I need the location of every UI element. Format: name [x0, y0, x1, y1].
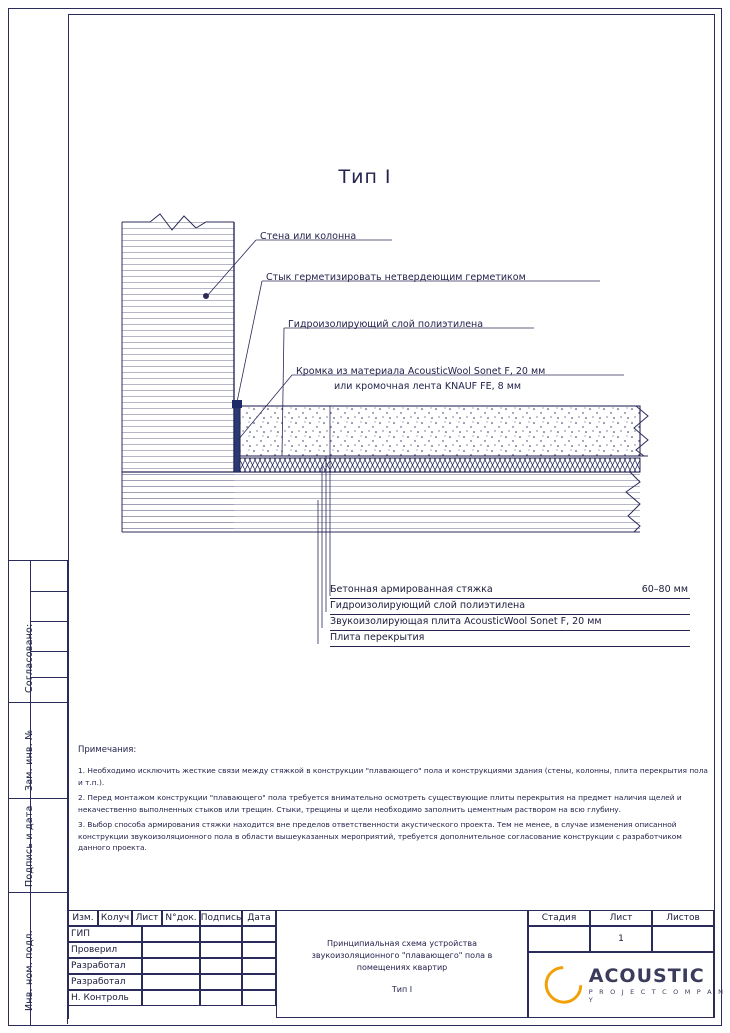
stamp-center-title-1: Принципиальная схема устройства	[327, 939, 477, 948]
legend-name: Бетонная армированная стяжка	[330, 584, 493, 595]
stamp-header-list2: Лист	[590, 910, 652, 926]
legend-row	[330, 615, 690, 631]
stamp-header-list: Лист	[132, 910, 162, 926]
notes-title: Примечания:	[78, 745, 137, 755]
stamp-role-nkontrol: Н. Контроль	[68, 990, 142, 1006]
left-side-strip	[8, 560, 68, 1024]
side-cell-zam-inv	[8, 702, 68, 798]
stamp-sign-cell	[142, 942, 200, 958]
side-cell-inv-nom	[8, 892, 68, 1024]
legend-name: Плита перекрытия	[330, 632, 425, 643]
stamp-podpis-cell	[200, 974, 242, 990]
drawing-title: Тип I	[338, 166, 392, 188]
stamp-podpis-cell	[200, 990, 242, 1006]
stamp-center-subtitle: Тип I	[391, 985, 413, 994]
layer-legend	[330, 583, 690, 647]
stamp-sign-cell	[142, 974, 200, 990]
stamp-podpis-cell	[200, 926, 242, 942]
callout-edge-strip-line1: Кромка из материала AcousticWool Sonet F, 20 мм	[296, 366, 546, 377]
legend-value: 60–80 мм	[641, 584, 688, 595]
side-label-0: Согласовано:	[24, 623, 35, 693]
stamp-sign-cell	[142, 926, 200, 942]
stamp-data-cell	[242, 942, 276, 958]
stamp-sheets-total	[652, 926, 714, 952]
stamp-header-stadia: Стадия	[528, 910, 590, 926]
side-label-1: Зам. инв. №	[24, 729, 35, 791]
callout-edge-strip-line2: или кромочная лента KNAUF FE, 8 мм	[334, 381, 522, 392]
stamp-header-listov: Листов	[652, 910, 714, 926]
stamp-sheet-number: 1	[590, 926, 652, 952]
side-label-2: Подпись и дата	[24, 805, 35, 887]
company-logo	[545, 966, 730, 1004]
stamp-header-data: Дата	[242, 910, 276, 926]
stamp-role-razrabotal-1: Разработал	[68, 958, 142, 974]
stamp-header-ndok: N°док.	[162, 910, 200, 926]
callout-pe-film: Гидроизолирующий слой полиэтилена	[288, 319, 484, 330]
stamp-center-title-3: помещениях квартир	[356, 963, 448, 972]
stamp-sign-cell	[142, 958, 200, 974]
stamp-header-podpis: Подпись	[200, 910, 242, 926]
stamp-data-cell	[242, 974, 276, 990]
note-item: 3. Выбор способа армирования стяжки находится вне пределов ответственности акустического проекта. Тем не менее, в случае изменения описанной конструкции звукоизоляционного пола в области вышеуказанных мероприятий, требуется дополнительное согласование конструкции с разработчиком данного проекта.	[78, 820, 682, 852]
stamp-podpis-cell	[200, 958, 242, 974]
stamp-podpis-cell	[200, 942, 242, 958]
stamp-role-gip: ГИП	[68, 926, 142, 942]
legend-row	[330, 583, 690, 599]
stamp-data-cell	[242, 926, 276, 942]
stamp-role-razrabotal-2: Разработал	[68, 974, 142, 990]
stamp-data-cell	[242, 958, 276, 974]
sheet-frame-inner-right	[68, 14, 715, 1018]
side-cell-podpis-data	[8, 798, 68, 892]
legend-name: Гидроизолирующий слой полиэтилена	[330, 600, 526, 611]
note-item: 2. Перед монтажом конструкции "плавающего" пола требуется внимательно осмотреть существующие плиты перекрытия на предмет наличия щелей и некачественно выполненных стыков или трещин. Стыки, трещины и щели необходимо заполнить цементным раствором на всю глубину.	[78, 793, 682, 814]
legend-name: Звукоизолирующая плита AcousticWool Sonet F, 20 мм	[330, 616, 602, 627]
stamp-stadia-value	[528, 926, 590, 952]
logo-name: ACOUSTIC	[588, 964, 705, 987]
side-label-3: Инв. ном. подл.	[24, 930, 35, 1011]
stamp-role-proveril: Проверил	[68, 942, 142, 958]
acoustic-circle-icon	[537, 959, 590, 1012]
stamp-center-title-2: звукоизоляционного "плавающего" пола в	[311, 951, 493, 960]
callout-sealant: Стык герметизировать нетвердеющим герметиком	[266, 272, 526, 283]
callout-wall: Стена или колонна	[260, 231, 357, 242]
notes-block	[78, 744, 708, 857]
stamp-data-cell	[242, 990, 276, 1006]
legend-row	[330, 599, 690, 615]
legend-row	[330, 631, 690, 647]
logo-tagline: P R O J E C T C O M P A N Y	[588, 987, 726, 1004]
side-cell-soglasovano	[8, 560, 68, 702]
stamp-header-koluch: Колуч	[98, 910, 132, 926]
stamp-sign-cell	[142, 990, 200, 1006]
note-item: 1. Необходимо исключить жесткие связи между стяжкой в конструкции "плавающего" пола и конструкциями здания (стены, колонны, плита перекрытия пола и т.п.).	[78, 766, 708, 787]
stamp-header-izm: Изм.	[68, 910, 98, 926]
